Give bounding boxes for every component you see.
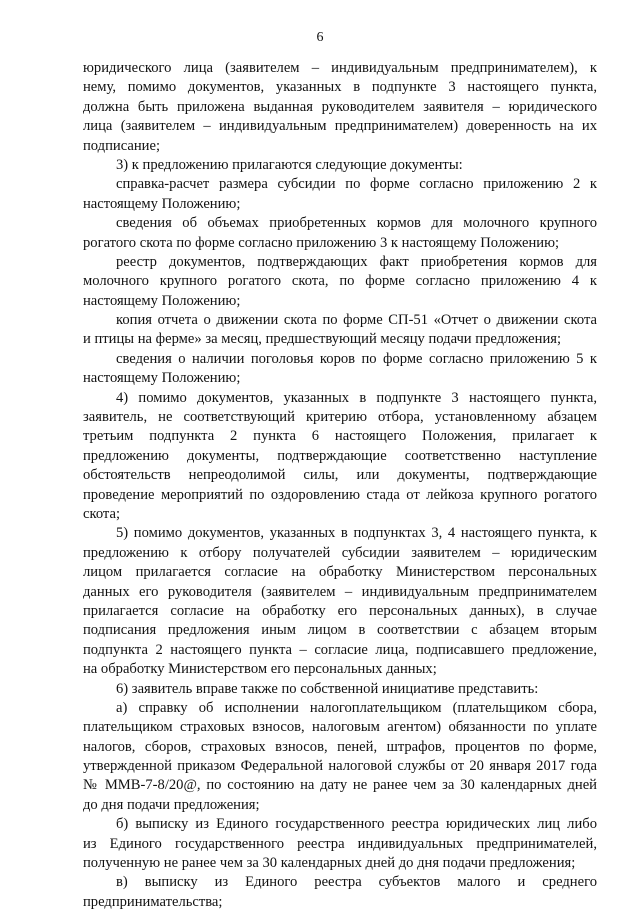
document-body [83, 59, 597, 912]
text-line: прилагается согласие на обработку его персональных данных), в случае [83, 602, 597, 619]
text-line: 6) заявитель вправе также по собственной инициативе представить: [116, 680, 539, 697]
paragraph [83, 350, 597, 389]
paragraph [83, 699, 597, 815]
text-line: из Единого государственного реестра индивидуальных предпринимателей, [83, 835, 597, 852]
text-line: подписание; [83, 137, 161, 154]
text-line: сведения об объемах приобретенных кормов для молочного крупного [116, 215, 597, 232]
text-line: а) справку об исполнении налогоплательщиком (плательщиком сбора, [116, 699, 597, 716]
text-line: на обработку Министерством его персональных данных; [83, 661, 437, 678]
paragraph [83, 175, 597, 214]
text-line: скота; [83, 505, 121, 522]
text-line: нему, помимо документов, указанных в подпункте 3 настоящего пункта, [83, 79, 597, 96]
text-line: б) выписку из Единого государственного реестра юридических лиц либо [116, 816, 597, 833]
paragraph [83, 311, 597, 350]
text-line: заявитель, не соответствующий критерию отбора, установленному абзацем [83, 409, 597, 426]
paragraph [83, 389, 597, 525]
text-line: 4) помимо документов, указанных в подпункте 3 настоящего пункта, [116, 389, 597, 406]
text-line: плательщиком страховых взносов, налоговым агентом) обязанности по уплате [83, 719, 597, 736]
text-line: настоящему Положению; [83, 370, 241, 387]
text-line: юридического лица (заявителем – индивидуальным предпринимателем), к [83, 60, 597, 76]
paragraph [83, 873, 597, 912]
text-line: полученную не ранее чем за 30 календарных дней до дня подачи предложения; [83, 855, 576, 872]
text-line: данных его руководителя (заявителем – индивидуальным предпринимателем [83, 583, 597, 600]
text-line: обстоятельств непреодолимой силы, или документы, подтверждающие [83, 467, 597, 484]
paragraph [83, 253, 597, 311]
paragraph [83, 815, 597, 873]
text-line: реестр документов, подтверждающих факт приобретения кормов для [116, 253, 597, 270]
paragraph [83, 59, 597, 156]
text-line: лица (заявителем – индивидуальным предпринимателем) доверенность на их [83, 118, 597, 135]
text-line: предложению к отбору получателей субсидии заявителем – юридическим [83, 544, 597, 561]
text-line: проведение мероприятий по оздоровлению стада от лейкоза крупного рогатого [83, 486, 597, 503]
text-line: предпринимательства; [83, 893, 223, 910]
text-line: сведения о наличии поголовья коров по форме согласно приложению 5 к [116, 350, 597, 367]
text-line: молочного крупного рогатого скота, по форме согласно приложению 4 к [83, 273, 597, 290]
text-line: № ММВ-7-8/20@, по состоянию на дату не ранее чем за 30 календарных дней [83, 777, 597, 794]
text-line: налогов, сборов, страховых взносов, пеней, штрафов, процентов по форме, [83, 738, 597, 755]
paragraph [83, 214, 597, 253]
text-line: 3) к предложению прилагаются следующие документы: [116, 156, 463, 173]
paragraph [83, 524, 597, 679]
text-line: настоящему Положению; [83, 195, 241, 212]
text-line: и птицы на ферме» за месяц, предшествующий месяцу подачи предложения; [83, 331, 562, 348]
text-line: до дня подачи предложения; [83, 796, 260, 813]
text-line: подписания предложения иным лицом в соответствии с абзацем вторым [83, 622, 597, 639]
paragraph [83, 156, 597, 175]
text-line: настоящему Положению; [83, 292, 241, 309]
text-line: предложению документы, подтверждающие соответственно наступление [83, 447, 597, 464]
text-line: справка-расчет размера субсидии по форме согласно приложению 2 к [116, 176, 597, 193]
text-line: подпункта 2 настоящего пункта – согласие лица, подписавшего предложение, [83, 641, 597, 658]
text-line: лицом прилагается согласие на обработку Министерством персональных [83, 564, 597, 581]
text-line: копия отчета о движении скота по форме СП-51 «Отчет о движении скота [116, 312, 597, 329]
paragraph [83, 680, 597, 699]
text-line: должна быть приложена выданная руководителем заявителя – юридического [83, 98, 597, 115]
text-line: утвержденной приказом Федеральной налоговой службы от 20 января 2017 года [83, 758, 597, 775]
text-line: рогатого скота по форме согласно приложению 3 к настоящему Положению; [83, 234, 560, 251]
text-line: третьим подпункта 2 пункта 6 настоящего Положения, прилагает к [83, 428, 597, 445]
text-line: 5) помимо документов, указанных в подпунктах 3, 4 настоящего пункта, к [116, 525, 597, 542]
page-number: 6 [316, 30, 324, 45]
text-line: в) выписку из Единого реестра субъектов малого и среднего [116, 874, 597, 891]
